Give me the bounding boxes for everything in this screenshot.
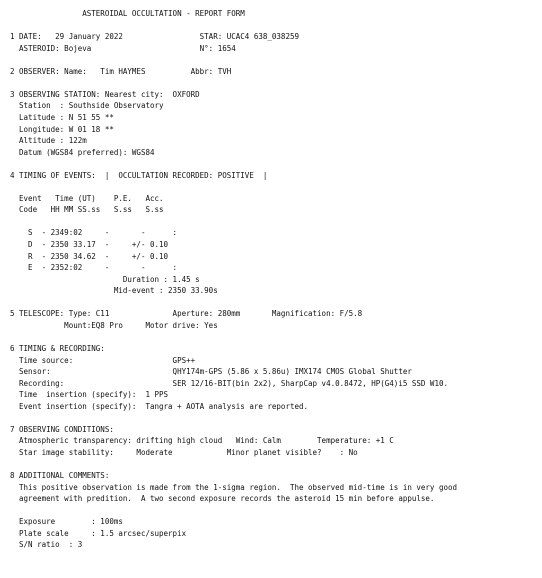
report-line: 4 TIMING OF EVENTS: | OCCULTATION RECORDED: POSITIVE | <box>10 170 268 180</box>
report-line: Event insertion (specify): Tangra + AOTA analysis are reported. <box>10 401 309 411</box>
report-line: Recording: SER 12/16-BIT(bin 2x2), SharpCap v4.0.8472, HP(G4)i5 SSD W10. <box>10 378 448 388</box>
report-line: 3 OBSERVING STATION: Nearest city: OXFORD <box>10 89 200 99</box>
report-line: agreement with predition. A two second exposure records the asteroid 15 min before appulse. <box>10 494 435 504</box>
report-line: Atmospheric transparency: drifting high cloud Wind: Calm Temperature: +1 C <box>10 436 394 446</box>
report-line: Mid-event : 2350 33.90s <box>10 286 218 296</box>
report-line: Mount:EQ8 Pro Motor drive: Yes <box>10 320 218 330</box>
report-line: Sensor: QHY174m-GPS (5.86 x 5.86u) IMX174 CMOS Global Shutter <box>10 367 412 377</box>
report-line: 6 TIMING & RECORDING: <box>10 343 105 353</box>
report-line: ASTEROID: Bojeva N°: 1654 <box>10 43 236 53</box>
report-line: ASTEROIDAL OCCULTATION - REPORT FORM <box>10 9 245 18</box>
report-line: Code HH MM SS.ss S.ss S.ss <box>10 205 164 215</box>
report-line: Altitude : 122m <box>10 136 87 146</box>
report-line: R - 2350 34.62 - +/- 0.10 <box>10 251 169 261</box>
report-line: Time insertion (specify): 1 PPS <box>10 390 169 400</box>
report-line: S - 2349:02 - - : <box>10 228 178 238</box>
report-line: E - 2352:02 - - : <box>10 263 178 273</box>
report-line: Datum (WGS84 preferred): WGS84 <box>10 147 155 157</box>
report-line: Exposure : 100ms <box>10 517 123 527</box>
report-line: Time source: GPS++ <box>10 355 196 365</box>
report-line: Plate scale : 1.5 arcsec/superpix <box>10 528 187 538</box>
report-line: D - 2350 33.17 - +/- 0.10 <box>10 240 169 249</box>
report-line: Longitude: W 01 18 ** <box>10 124 114 134</box>
report-line: 8 ADDITIONAL COMMENTS: <box>10 471 110 480</box>
report-line: 1 DATE: 29 January 2022 STAR: UCAC4 638_038259 <box>10 32 299 42</box>
report-line: This positive observation is made from the 1-sigma region. The observed mid-time is in very good <box>10 482 458 492</box>
report-line: 2 OBSERVER: Name: Tim HAYMES Abbr: TVH <box>10 66 232 76</box>
report-line: Star image stability: Moderate Minor planet visible? : No <box>10 447 358 457</box>
report-line: 7 OBSERVING CONDITIONS: <box>10 424 114 434</box>
report-line: S/N ratio : 3 <box>10 540 83 550</box>
report-line: Duration : 1.45 s <box>10 274 200 284</box>
report-line: Event Time (UT) P.E. Acc. <box>10 193 164 203</box>
report-line: Station : Southside Observatory <box>10 101 164 111</box>
report-line: 5 TELESCOPE: Type: C11 Aperture: 280mm Magnification: F/5.8 <box>10 309 363 319</box>
report-line: Latitude : N 51 55 ** <box>10 112 114 122</box>
